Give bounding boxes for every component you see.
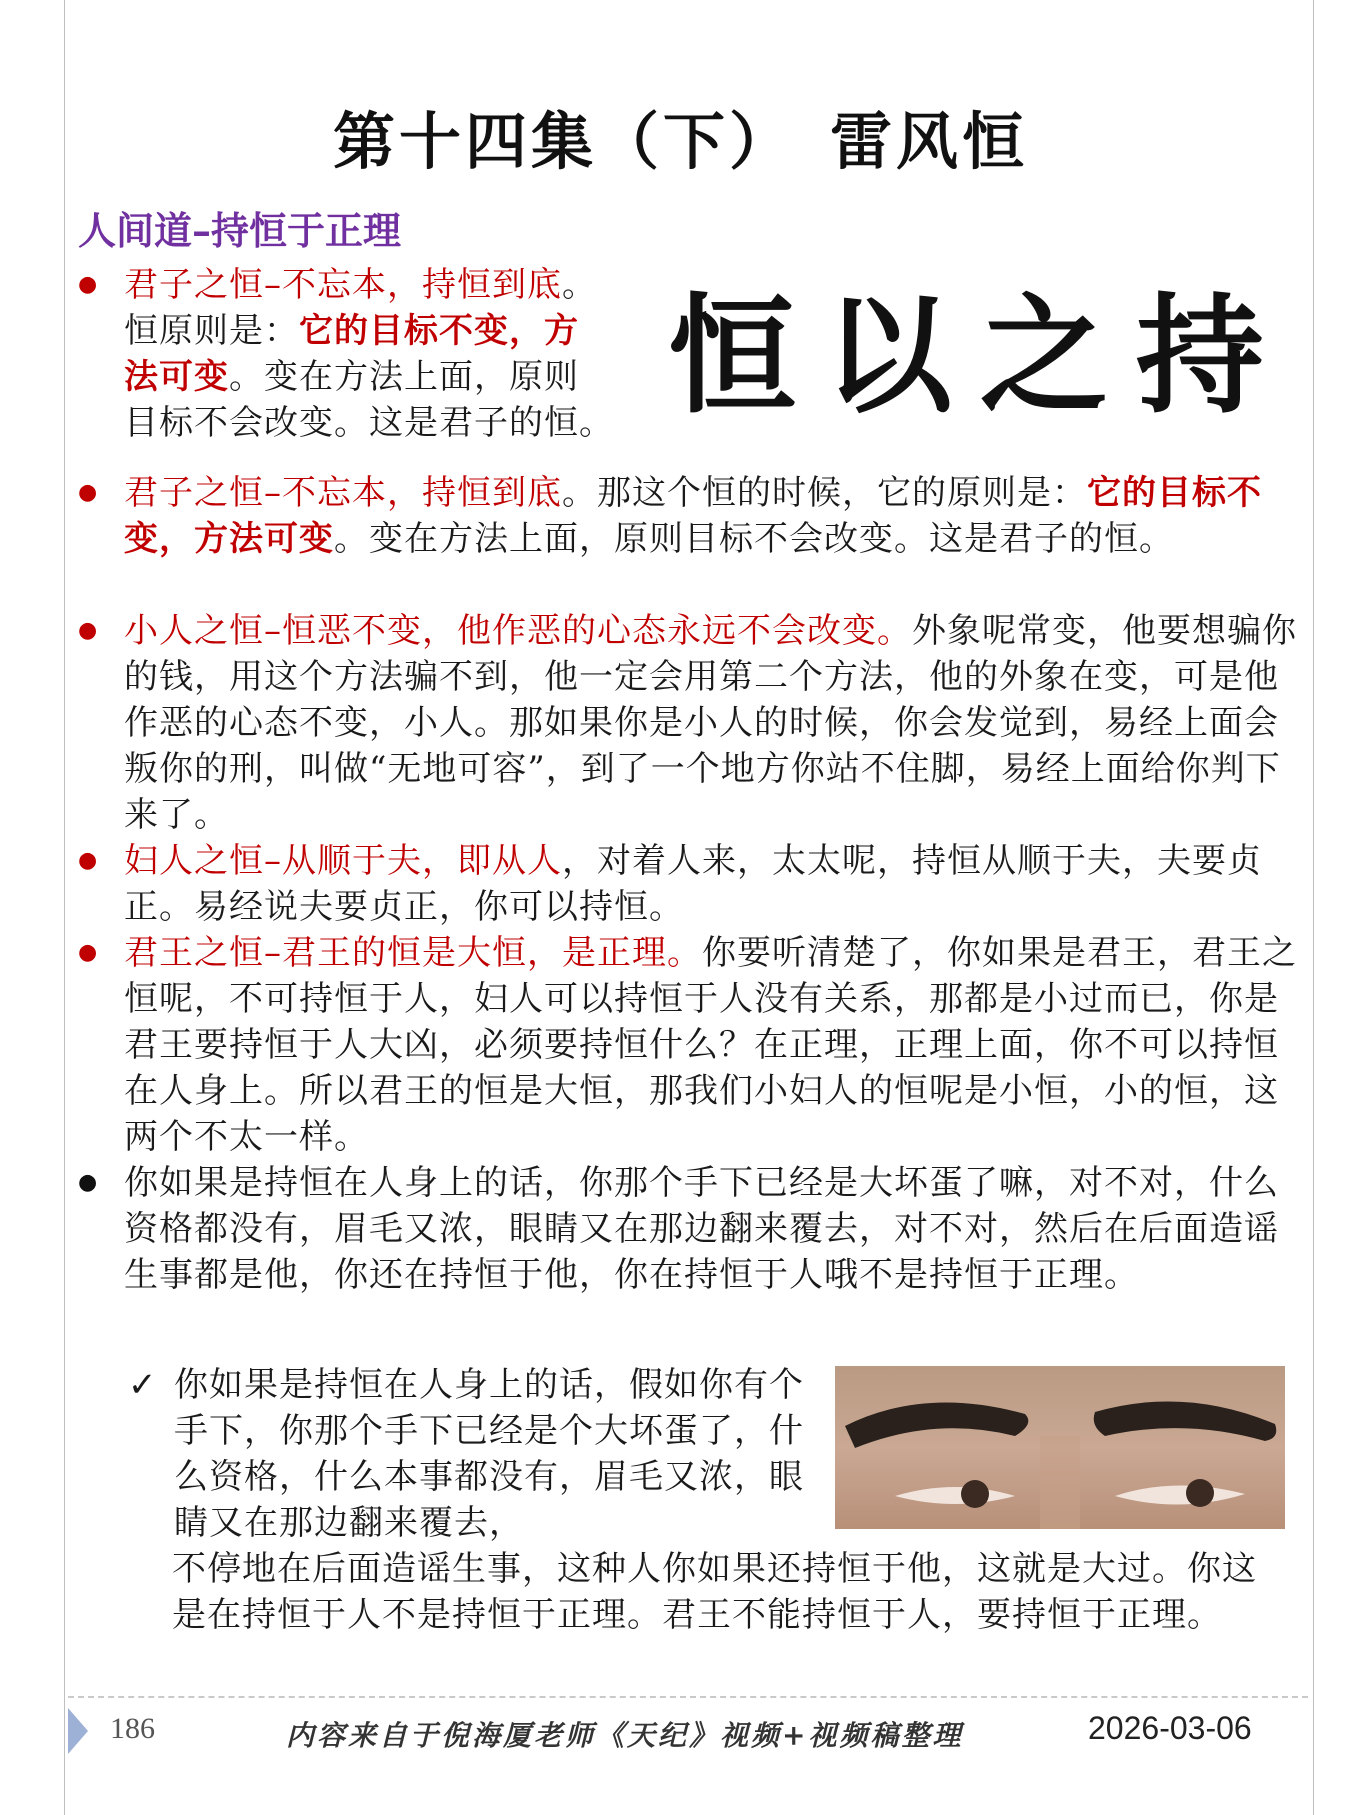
- body-text: 目标不会改变。这是君子的恒。: [124, 403, 614, 443]
- bullet-xiaoren: [78, 608, 1298, 838]
- highlight-bold-text: 它的目标不变，方法可变: [124, 473, 1262, 559]
- highlight-bold-text: 法可变: [124, 357, 229, 397]
- bullet-chiheng: [78, 1160, 1298, 1298]
- bullet-marker: ●: [78, 848, 98, 873]
- highlight-text: 妇人之恒–从顺于夫，即从人: [124, 841, 562, 881]
- eyebrows-photo: [835, 1366, 1285, 1529]
- footer-divider: [68, 1696, 1308, 1698]
- footer-credit: 内容来自于倪海厦老师《天纪》视频+视频稿整理: [286, 1719, 964, 1752]
- check-item-text: 你如果是持恒在人身上的话，假如你有个手下，你那个手下已经是个大坏蛋了，什么资格，什么本事都没有，眉毛又浓，眼睛又在那边翻来覆去，: [174, 1365, 804, 1543]
- bullet-marker: ●: [78, 272, 98, 297]
- bullet-marker: ●: [78, 1170, 98, 1195]
- section-heading: 人间道–持恒于正理: [78, 208, 402, 253]
- highlight-bold-text: 它的目标不变，方: [299, 311, 579, 351]
- calligraphy-image: [668, 288, 1308, 428]
- highlight-text: 小人之恒–恒恶不变，他作恶的心态永远不会改变。: [124, 611, 912, 651]
- page-border-right: [1313, 0, 1314, 1815]
- page-title: 第十四集（下） 雷风恒: [332, 105, 1028, 178]
- check-item-continuation: 不停地在后面造谣生事，这种人你如果还持恒于他，这就是大过。你这是在持恒于人不是持恒于正理。君王不能持恒于人，要持恒于正理。: [172, 1549, 1257, 1635]
- bullet-marker: ●: [78, 940, 98, 965]
- highlight-text: 君子之恒–不忘本，持恒到底: [124, 473, 562, 513]
- bullet-marker: ●: [78, 618, 98, 643]
- body-text: 你要听清楚了，你如果是君王，君王之恒呢，不可持恒于人，妇人可以持恒于人没有关系，那都是小过而已，你是君王要持恒于人大凶，必须要持恒什么？在正理，正理上面，你不可以持恒在人身上。所以君王的恒是大恒，那我们小妇人的恒呢是小恒，小的恒，这两个不太一样。: [124, 933, 1297, 1157]
- triangle-arrow-icon: [68, 1708, 88, 1754]
- checkmark-icon: ✓: [128, 1365, 157, 1405]
- body-text: 恒原则是：: [124, 311, 299, 351]
- highlight-text: 君王之恒–君王的恒是大恒，是正理。: [124, 933, 702, 973]
- bullet-junwang: [78, 930, 1298, 1160]
- body-text: 。变在方法上面，原则目标不会改变。这是君子的恒。: [334, 519, 1174, 559]
- footer-date: 2026-03-06: [1088, 1710, 1252, 1746]
- calligraphy-text: 恒以之持: [668, 288, 1293, 428]
- check-item: [128, 1362, 808, 1546]
- bullet-furen: [78, 838, 1298, 930]
- body-text: 外象呢常变，他要想骗你的钱，用这个方法骗不到，他一定会用第二个方法，他的外象在变，可是他作恶的心态不变，小人。那如果你是小人的时候，你会发觉到，易经上面会叛你的刑，叫做“无地可容”，到了一个地方你站不住脚，易经上面给你判下来了。: [124, 611, 1297, 835]
- bullet-junzi: [78, 470, 1298, 562]
- bullet-marker: ●: [78, 480, 98, 505]
- highlight-text: 君子之恒–不忘本，持恒到底: [124, 265, 562, 305]
- body-text: 。那这个恒的时候，它的原则是：: [562, 473, 1087, 513]
- page-number: 186: [110, 1712, 155, 1745]
- body-text: 。变在方法上面，原则: [229, 357, 579, 397]
- bullet-junzi-short: [78, 262, 638, 446]
- page-border-left: [64, 0, 65, 1815]
- body-text: 。: [562, 265, 597, 305]
- body-text: 你如果是持恒在人身上的话，你那个手下已经是大坏蛋了嘛，对不对，什么资格都没有，眉毛又浓，眼睛又在那边翻来覆去，对不对，然后在后面造谣生事都是他，你还在持恒于他，你在持恒于人哦不是持恒于正理。: [124, 1163, 1279, 1295]
- body-text: ，对着人来，太太呢，持恒从顺于夫，夫要贞正。易经说夫要贞正，你可以持恒。: [124, 841, 1262, 927]
